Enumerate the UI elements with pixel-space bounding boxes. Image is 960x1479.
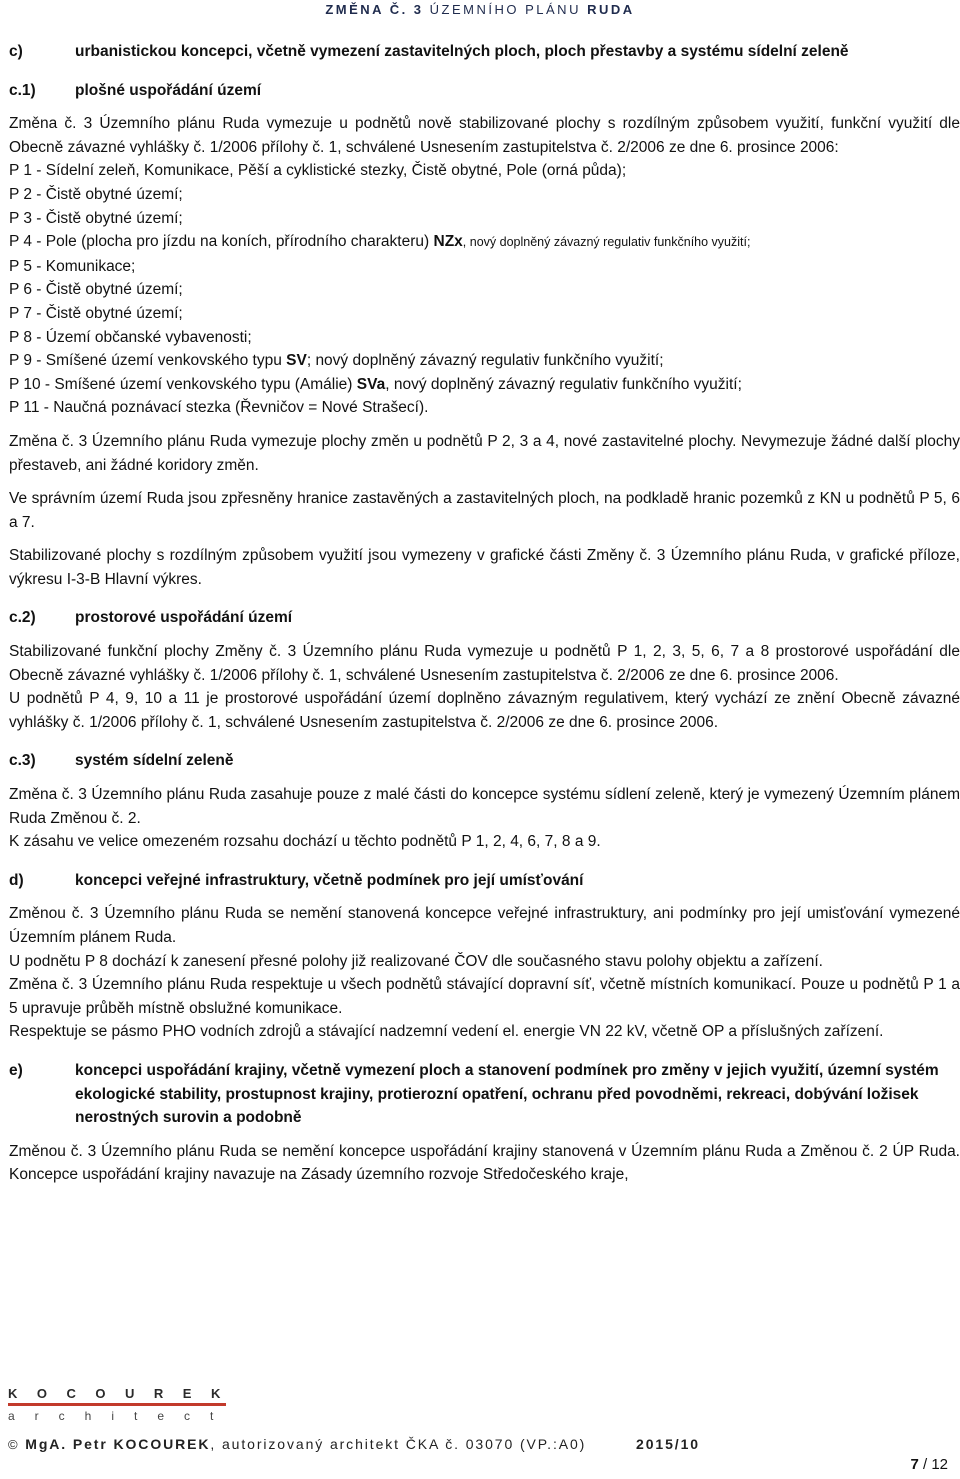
document-body (9, 40, 960, 1187)
paragraph: U podnětů P 4, 9, 10 a 11 je prostorové uspořádání území doplněno závazným regulativem, který vychází ze znění Obecně závazné vyhlášky č. 1/2006 přílohy č. 1, schválené Usnesením zastupitelstva č. 2/2006 ze dne 6. prosince 2006. (9, 690, 960, 731)
section-title: prostorové uspořádání území (75, 609, 293, 627)
section-title: koncepci uspořádání krajiny, včetně vymezení ploch a stanovení podmínek pro změny v jejich využití, územní systém ekologické stability, prostupnost krajiny, protierozní opatření, ochranu před povodněmi, rekreaci, dobývání ložisek nerostných surovin a podobně (75, 1061, 939, 1127)
paragraph: Změna č. 3 Územního plánu Ruda respektuje u všech podnětů stávající dopravní síť, včetně místních komunikací. Pouze u podnětů P 1 a 5 upravuje průběh místně obslužné komunikace. (9, 976, 960, 1017)
list-item: P 3 - Čistě obytné území; (9, 209, 183, 227)
footer-author-line (8, 1436, 958, 1452)
logo-top-text: KOCOUREK (8, 1386, 240, 1401)
list-item: P 10 - Smíšené území venkovského typu (Amálie) SVa, nový doplněný závazný regulativ funkčního využití; (9, 375, 742, 393)
current-page: 7 (910, 1456, 919, 1473)
section-e-heading (9, 1059, 960, 1130)
section-number: c.2) (9, 609, 36, 627)
list-item: P 2 - Čistě obytné území; (9, 185, 183, 203)
paragraph: Změna č. 3 Územního plánu Ruda vymezuje plochy změn u podnětů P 2, 3 a 4, nové zastavitelné plochy. Nevymezuje žádné další plochy přestaveb, ani žádné koridory změn. (9, 432, 960, 474)
paragraph: Změnou č. 3 Územního plánu Ruda se nemění koncepce uspořádání krajiny stanovená v Územním plánu Ruda a Změnou č. 2 ÚP Ruda. Koncepce uspořádání krajiny navazuje na Zásady územního rozvoje Středočeského kraje, (9, 1142, 960, 1184)
list-item: P 7 - Čistě obytné území; (9, 304, 183, 322)
section-title: systém sídelní zeleně (75, 752, 234, 770)
document-date: 2015/10 (636, 1436, 700, 1452)
list-item: P 9 - Smíšené území venkovského typu SV; nový doplněný závazný regulativ funkčního využití; (9, 352, 664, 370)
section-c-heading (9, 40, 960, 64)
page-number (910, 1456, 948, 1473)
paragraph: Respektuje se pásmo PHO vodních zdrojů a stávající nadzemní vedení el. energie VN 22 kV, včetně OP a příslušných zařízení. (9, 1023, 884, 1041)
section-title: koncepci veřejné infrastruktury, včetně podmínek pro její umísťování (75, 871, 584, 889)
paragraph: Změnou č. 3 Územního plánu Ruda se nemění stanovená koncepce veřejné infrastruktury, ani podmínky pro její umisťování vymezené Územním plánem Ruda. (9, 905, 960, 946)
paragraph: Stabilizované plochy s rozdílným způsobem využití jsou vymezeny v grafické části Změny č. 3 Územního plánu Ruda, v grafické příloze, výkresu I-3-B Hlavní výkres. (9, 547, 960, 588)
paragraph: Ve správním území Ruda jsou zpřesněny hranice zastavěných a zastavitelných ploch, na podkladě hranic pozemků z KN u podnětů P 5, 6 a 7. (9, 490, 960, 531)
section-number: c.3) (9, 752, 36, 770)
header-bold: ZMĚNA Č. 3 (325, 2, 424, 17)
paragraph: Změna č. 3 Územního plánu Ruda vymezuje u podnětů nově stabilizované plochy s rozdílným způsobem využití, funkční využití dle Obecně závazné vyhlášky č. 1/2006 přílohy č. 1, schválené Usnesením zastupitelstva č. 2/2006 ze dne 6. prosince 2006: (9, 115, 960, 156)
section-number: c.1) (9, 81, 36, 99)
section-c3-heading (9, 749, 960, 773)
section-title: plošné uspořádání území (75, 81, 262, 99)
list-item: P 6 - Čistě obytné území; (9, 281, 183, 299)
section-number: e) (9, 1061, 23, 1079)
author-credentials: , autorizovaný architekt ČKA č. 03070 (VP.:A0) (210, 1436, 587, 1452)
header-normal: ÚZEMNÍHO PLÁNU (429, 2, 581, 17)
section-c1-heading (9, 79, 960, 103)
paragraph: Změna č. 3 Územního plánu Ruda zasahuje pouze z malé části do koncepce systému sídlení zeleně, který je vymezený Územním plánem Ruda Změnou č. 2. (9, 786, 960, 827)
author-name: MgA. Petr KOCOUREK (25, 1436, 211, 1452)
copyright-icon: © (8, 1437, 20, 1452)
paragraph: Stabilizované funkční plochy Změny č. 3 Územního plánu Ruda vymezuje u podnětů P 1, 2, 3, 5, 6, 7 a 8 prostorové uspořádání dle Obecně závazné vyhlášky č. 1/2006 přílohy č. 1, schválené Usnesením zastupitelstva č. 2/2006 ze dne 6. prosince 2006. (9, 643, 960, 684)
paragraph: U podnětu P 8 dochází k zanesení přesné polohy již realizované ČOV dle současného stavu polohy objektu a zařízení. (9, 952, 823, 970)
section-d-heading (9, 869, 960, 893)
section-number: d) (9, 871, 24, 889)
kocourek-logo (8, 1386, 240, 1423)
paragraph: K zásahu ve velice omezeném rozsahu dochází u těchto podnětů P 1, 2, 4, 6, 7, 8 a 9. (9, 833, 601, 851)
list-item: P 11 - Naučná poznávací stezka (Řevničov = Nové Strašecí). (9, 399, 429, 417)
section-number: c) (9, 43, 23, 60)
list-item: P 4 - Pole (plocha pro jízdu na koních, přírodního charakteru) NZx, nový doplněný závazný regulativ funkčního využití; (9, 233, 751, 251)
page-header (0, 2, 960, 17)
logo-bar (8, 1403, 226, 1406)
header-bold-2: RUDA (587, 2, 635, 17)
section-c2-heading (9, 606, 960, 630)
total-pages: / 12 (918, 1456, 948, 1473)
list-item: P 8 - Území občanské vybavenosti; (9, 328, 252, 346)
section-title: urbanistickou koncepci, včetně vymezení zastavitelných ploch, ploch přestavby a systému sídelní zeleně (75, 43, 849, 60)
logo-bottom-text: architect (8, 1409, 234, 1423)
list-item: P 5 - Komunikace; (9, 257, 136, 275)
list-item: P 1 - Sídelní zeleň, Komunikace, Pěší a cyklistické stezky, Čistě obytné, Pole (orná půda); (9, 162, 627, 180)
